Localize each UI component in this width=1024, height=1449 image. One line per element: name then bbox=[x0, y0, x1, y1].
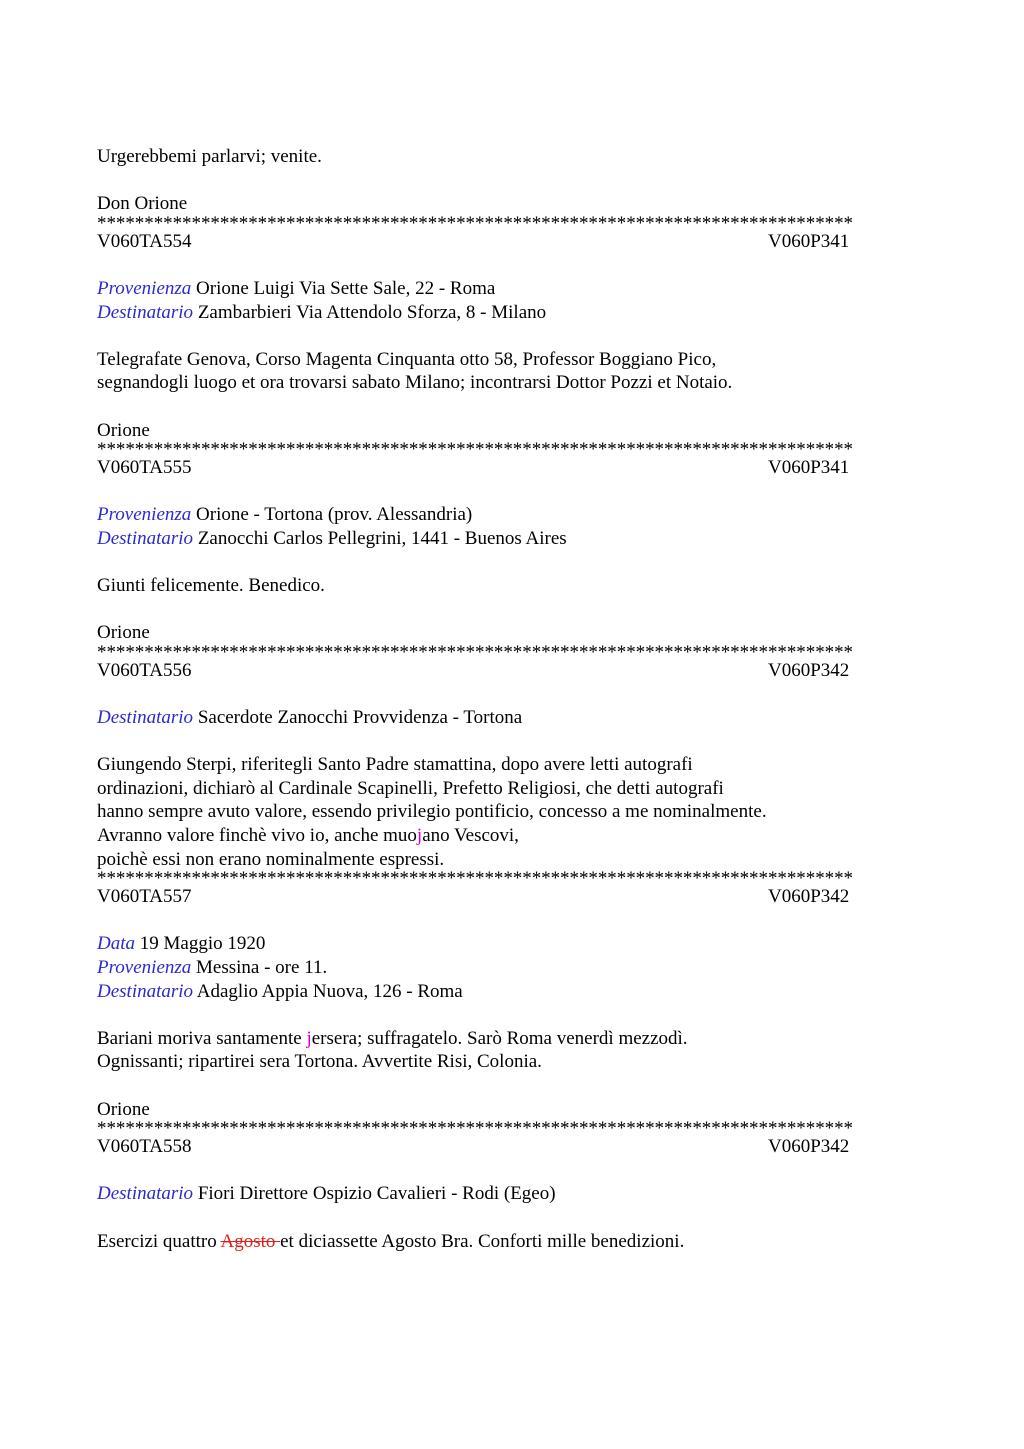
field-line bbox=[97, 527, 927, 551]
separator: ******************************************************************************** bbox=[97, 442, 854, 457]
body-line: Esercizi quattro Agosto et diciassette Agosto Bra. Conforti mille benedizioni. bbox=[97, 1230, 685, 1252]
field-label: Destinatario bbox=[97, 707, 194, 729]
entry-header bbox=[97, 230, 927, 254]
inserted-letter: j bbox=[416, 825, 423, 847]
signature: Orione bbox=[97, 419, 150, 441]
field-line bbox=[97, 980, 927, 1004]
entry-page-ref: V060P342 bbox=[768, 886, 850, 908]
field-value: Adaglio Appia Nuova, 126 - Roma bbox=[196, 980, 463, 1002]
body-line: ordinazioni, dichiarò al Cardinale Scapinelli, Prefetto Religiosi, che detti autografi bbox=[97, 777, 724, 799]
body-line: poichè essi non erano nominalmente espressi. bbox=[97, 848, 445, 870]
field-line bbox=[97, 503, 927, 527]
intro-line: Urgerebbemi parlarvi; venite. bbox=[97, 146, 322, 167]
field-value: Orione - Tortona (prov. Alessandria) bbox=[196, 504, 473, 526]
signature: Orione bbox=[97, 622, 150, 644]
field-value: Orione Luigi Via Sette Sale, 22 - Roma bbox=[196, 277, 496, 299]
field-value: Fiori Direttore Ospizio Cavalieri - Rodi (Egeo) bbox=[197, 1183, 556, 1205]
body-line: Telegrafate Genova, Corso Magenta Cinquanta otto 58, Professor Boggiano Pico, bbox=[97, 348, 717, 370]
field-label: Provenienza bbox=[97, 957, 192, 978]
body-line: Avranno valore finchè vivo io, anche muojano Vescovi, bbox=[97, 825, 519, 847]
field-line bbox=[97, 301, 927, 325]
body-line: Bariani moriva santamente jersera; suffragatelo. Sarò Roma venerdì mezzodì. bbox=[97, 1027, 688, 1049]
body-line: hanno sempre avuto valore, essendo privilegio pontificio, concesso a me nominalmente. bbox=[97, 801, 767, 823]
separator: ******************************************************************************** bbox=[97, 644, 854, 659]
entry-code: V060TA555 bbox=[97, 457, 192, 479]
field-label: Destinatario bbox=[97, 1183, 194, 1205]
entry-header bbox=[97, 456, 927, 480]
entry-code: V060TA554 bbox=[97, 230, 192, 252]
field-label: Provenienza bbox=[97, 504, 192, 526]
field-label: Destinatario bbox=[97, 301, 194, 323]
signature: Orione bbox=[97, 1098, 150, 1120]
entry-page-ref: V060P341 bbox=[768, 230, 850, 252]
field-line bbox=[97, 277, 927, 301]
entry-page-ref: V060P342 bbox=[768, 1136, 850, 1158]
entry-page-ref: V060P341 bbox=[768, 457, 850, 479]
field-value: 19 Maggio 1920 bbox=[139, 933, 266, 955]
field-line bbox=[97, 706, 927, 730]
document-page bbox=[97, 145, 927, 1253]
entry-code: V060TA558 bbox=[97, 1136, 192, 1158]
field-line bbox=[97, 932, 927, 956]
entry-code: V060TA557 bbox=[97, 886, 192, 908]
entry-page-ref: V060P342 bbox=[768, 659, 850, 681]
entry-header bbox=[97, 659, 927, 683]
field-value: Messina - ore 11. bbox=[196, 957, 328, 978]
field-label: Destinatario bbox=[97, 980, 194, 1002]
separator: ******************************************************************************** bbox=[97, 1121, 854, 1136]
body-line: Giungendo Sterpi, riferitegli Santo Padre stamattina, dopo avere letti autografi bbox=[97, 754, 693, 776]
body-line: Ognissanti; ripartirei sera Tortona. Avvertite Risi, Colonia. bbox=[97, 1051, 542, 1073]
body-line: Giunti felicemente. Benedico. bbox=[97, 575, 325, 597]
field-value: Zanocchi Carlos Pellegrini, 1441 - Buenos Aires bbox=[197, 527, 567, 549]
separator: ******************************************************************************** bbox=[97, 871, 854, 886]
intro-signature: Don Orione bbox=[97, 193, 188, 215]
body-line: segnandogli luogo et ora trovarsi sabato Milano; incontrarsi Dottor Pozzi et Notaio. bbox=[97, 372, 733, 394]
field-line bbox=[97, 1182, 927, 1206]
field-value: Sacerdote Zanocchi Provvidenza - Tortona bbox=[197, 707, 523, 729]
separator: ******************************************************************************** bbox=[97, 215, 854, 230]
field-label: Destinatario bbox=[97, 527, 194, 549]
field-value: Zambarbieri Via Attendolo Sforza, 8 - Milano bbox=[197, 301, 547, 323]
entry-header bbox=[97, 885, 927, 909]
field-label: Data bbox=[97, 933, 135, 955]
struck-text: Agosto bbox=[220, 1230, 281, 1252]
entry-code: V060TA556 bbox=[97, 659, 192, 681]
field-line bbox=[97, 956, 927, 980]
entry-header bbox=[97, 1135, 927, 1159]
field-label: Provenienza bbox=[97, 277, 192, 299]
inserted-letter: j bbox=[306, 1027, 312, 1049]
